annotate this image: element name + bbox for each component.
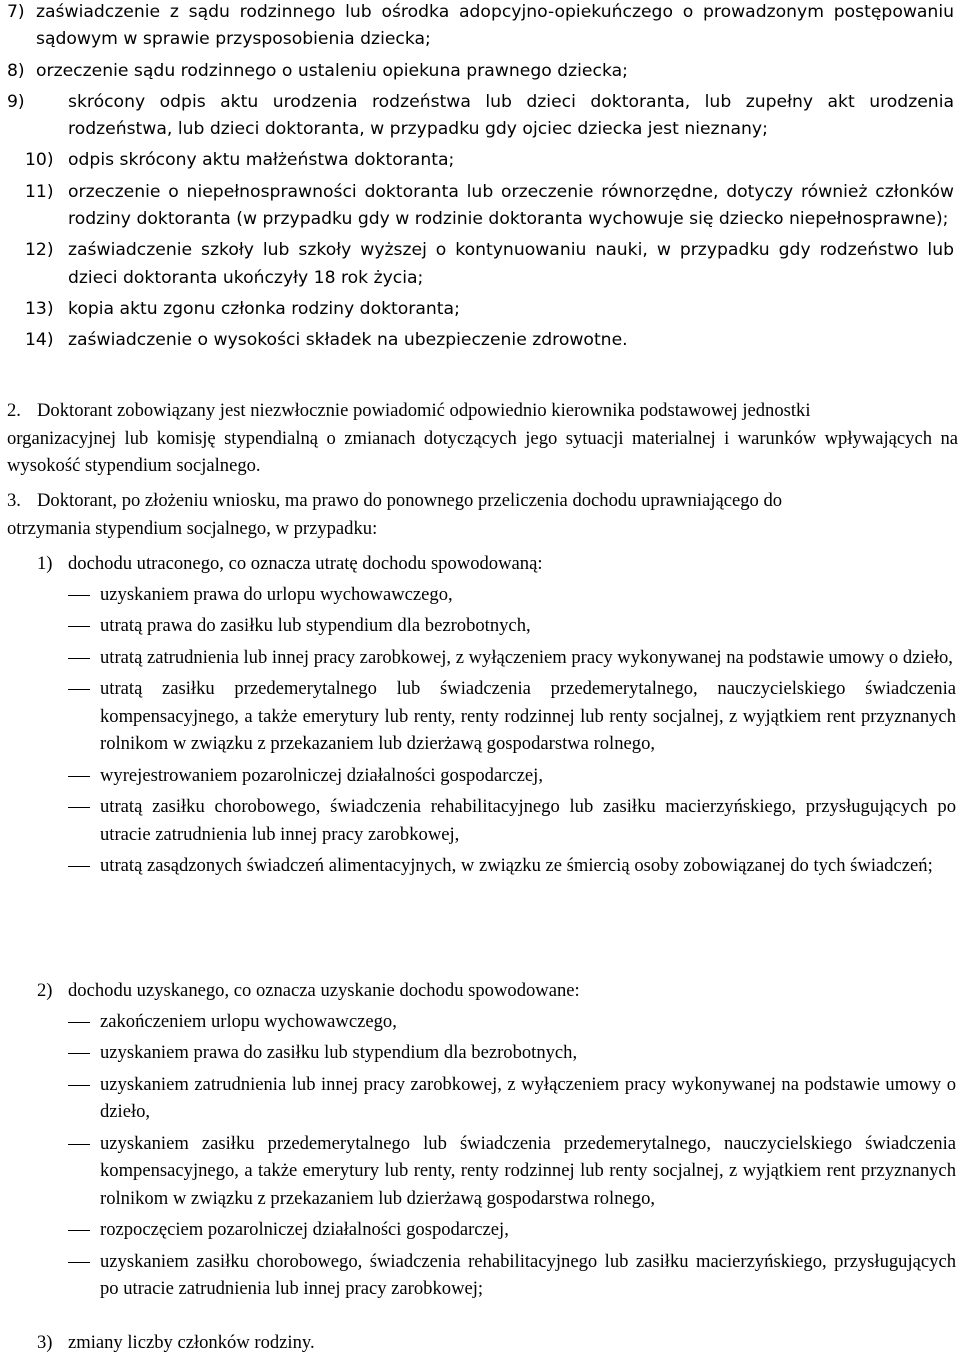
list-item-text: orzeczenie o niepełnosprawności doktoranta lub orzeczenie równorzędne, dotyczy również członków rodziny doktoranta (w przypadku gdy w rodzinie doktoranta wychowuje się dziecko niepełnosprawne);: [68, 181, 954, 230]
dash-item-text: uzyskaniem zasiłku przedemerytalnego lub świadczenia przedemerytalnego, nauczycielskiego świadczenia kompensacyjnego, a także emerytury lub renty, renty rodzinnej lub renty socjalnej, z wyjątkiem rent przyznanych rolnikom w związku z przekazaniem lub dzierżawą gospodarstwa rolnego,: [100, 1132, 956, 1209]
dash-marker: [0, 1248, 100, 1303]
list-item: [0, 327, 958, 354]
list-item-number: 8): [7, 60, 25, 81]
dash-marker: [0, 675, 100, 758]
list-item: [0, 89, 958, 144]
dash-item-text: wyrejestrowaniem pozarolniczej działalności gospodarczej,: [100, 764, 543, 786]
paragraph-number: 2.: [7, 400, 21, 421]
list-item: [0, 296, 958, 323]
list-item-number: 12): [25, 240, 54, 261]
sub-list-intro: dochodu utraconego, co oznacza utratę dochodu spowodowaną:: [68, 553, 543, 574]
dash-list-item: [0, 1039, 958, 1067]
dash-list-item: [0, 1008, 958, 1036]
list-item-number: 13): [25, 298, 54, 319]
sub-list-family-change: [0, 1329, 958, 1357]
list-item: [0, 147, 958, 174]
paragraph-3: [7, 487, 958, 542]
dash-list-item: [0, 852, 958, 880]
paragraph-first-line: Doktorant, po złożeniu wniosku, ma prawo do ponownego przeliczenia dochodu uprawniającego do: [37, 490, 783, 511]
dash-item-text: uzyskaniem prawa do zasiłku lub stypendium dla bezrobotnych,: [100, 1042, 578, 1063]
dash-marker: [0, 1039, 100, 1067]
dash-list-item: [0, 1216, 958, 1244]
dash-list-item: [0, 581, 958, 609]
list-item-number: 10): [25, 150, 54, 171]
list-item-text: odpis skrócony aktu małżeństwa doktoranta;: [68, 150, 455, 171]
dash-list: [0, 581, 958, 880]
dash-marker: [0, 581, 100, 609]
sub-list-number: 3): [37, 1332, 53, 1353]
dash-list-item: [0, 1071, 958, 1126]
dash-list-item: [0, 793, 958, 848]
dash-marker: [0, 793, 100, 848]
dash-item-text: uzyskaniem prawa do urlopu wychowawczego,: [100, 583, 453, 605]
dash-marker: [0, 1008, 100, 1036]
sub-list-gained-income: [0, 977, 958, 1307]
list-item: [0, 179, 958, 234]
sub-list-intro: zmiany liczby członków rodziny.: [68, 1332, 315, 1353]
list-item-text: orzeczenie sądu rodzinnego o ustaleniu opiekuna prawnego dziecka;: [36, 60, 628, 81]
paragraph-number: 3.: [7, 490, 21, 511]
list-item: [0, 237, 958, 292]
list-item-number: 11): [25, 181, 54, 202]
dash-item-text: rozpoczęciem pozarolniczej działalności gospodarczej,: [100, 1219, 509, 1240]
list-item-text: kopia aktu zgonu członka rodziny doktoranta;: [68, 298, 460, 319]
list-item-number: 9): [7, 91, 25, 112]
list-item-text: zaświadczenie z sądu rodzinnego lub ośrodka adopcyjno-opiekuńczego o prowadzonym postępowaniu sądowym w sprawie przysposobienia dziecka;: [36, 2, 954, 50]
list-item-number: 14): [25, 330, 54, 351]
dash-marker: [0, 1071, 100, 1126]
dash-list: [0, 1008, 958, 1303]
list-item-text: skrócony odpis aktu urodzenia rodzeństwa lub dzieci doktoranta, lub zupełny akt urodzenia rodzeństwa, lub dzieci doktoranta, w przypadku gdy ojciec dziecka jest nieznany;: [68, 91, 954, 140]
sub-list-number: 2): [37, 980, 53, 1001]
dash-item-text: uzyskaniem zatrudnienia lub innej pracy zarobkowej, z wyłączeniem pracy wykonywanej na podstawie umowy o dzieło,: [100, 1073, 956, 1122]
dash-list-item: [0, 1130, 958, 1213]
paragraph-2: [7, 397, 958, 480]
dash-marker: [0, 762, 100, 790]
dash-list-item: [0, 1248, 958, 1303]
paragraph-first-line: Doktorant zobowiązany jest niezwłocznie powiadomić odpowiednio kierownika podstawowej jednostki: [37, 400, 811, 421]
dash-list-item: [0, 762, 958, 790]
sub-list-number: 1): [37, 553, 53, 574]
paragraph-text: organizacyjnej lub komisję stypendialną o zmianach dotyczących jego sytuacji materialnej i warunków wpływających na wysokość stypendium socjalnego.: [7, 427, 958, 476]
paragraph-text: otrzymania stypendium socjalnego, w przypadku:: [7, 517, 378, 539]
list-item-number: 7): [7, 2, 25, 22]
list-item: [0, 58, 958, 85]
list-item: [0, 0, 958, 54]
dash-list-item: [0, 675, 958, 758]
sub-list-lost-income: [0, 550, 958, 884]
dash-list-item: [0, 644, 958, 672]
dash-item-text: zakończeniem urlopu wychowawczego,: [100, 1010, 397, 1032]
dash-item-text: utratą zatrudnienia lub innej pracy zarobkowej, z wyłączeniem pracy wykonywanej na podstawie umowy o dzieło,: [100, 646, 953, 668]
list-item-text: zaświadczenie szkoły lub szkoły wyższej o kontynuowaniu nauki, w przypadku gdy rodzeństwo lub dzieci doktoranta ukończyły 18 rok życia;: [68, 240, 954, 288]
dash-marker: [0, 612, 100, 640]
dash-marker: [0, 852, 100, 880]
list-item-text: zaświadczenie o wysokości składek na ubezpieczenie zdrowotne.: [68, 330, 628, 351]
dash-item-text: utratą zasiłku przedemerytalnego lub świadczenia przedemerytalnego, nauczycielskiego świadczenia kompensacyjnego, a także emerytury lub renty, renty rodzinnej lub renty socjalnej, z wyjątkiem rent przyznanych rolnikom w związku z przekazaniem lub dzierżawą gospodarstwa rolnego,: [100, 678, 956, 754]
dash-item-text: utratą prawa do zasiłku lub stypendium dla bezrobotnych,: [100, 615, 531, 636]
dash-marker: [0, 1216, 100, 1244]
sub-list-intro: dochodu uzyskanego, co oznacza uzyskanie dochodu spowodowane:: [68, 980, 580, 1001]
dash-item-text: utratą zasądzonych świadczeń alimentacyjnych, w związku ze śmiercią osoby zobowiązanej do tych świadczeń;: [100, 855, 933, 876]
dash-list-item: [0, 612, 958, 640]
dash-item-text: uzyskaniem zasiłku chorobowego, świadczenia rehabilitacyjnego lub zasiłku macierzyńskiego, przysługujących po utracie zatrudnienia lub innej pracy zarobkowej;: [100, 1250, 956, 1299]
dash-marker: [0, 1130, 100, 1213]
required-documents-list: [0, 0, 958, 359]
dash-item-text: utratą zasiłku chorobowego, świadczenia rehabilitacyjnego lub zasiłku macierzyńskiego, przysługujących po utracie zatrudnienia lub innej pracy zarobkowej,: [100, 796, 956, 845]
dash-marker: [0, 644, 100, 672]
